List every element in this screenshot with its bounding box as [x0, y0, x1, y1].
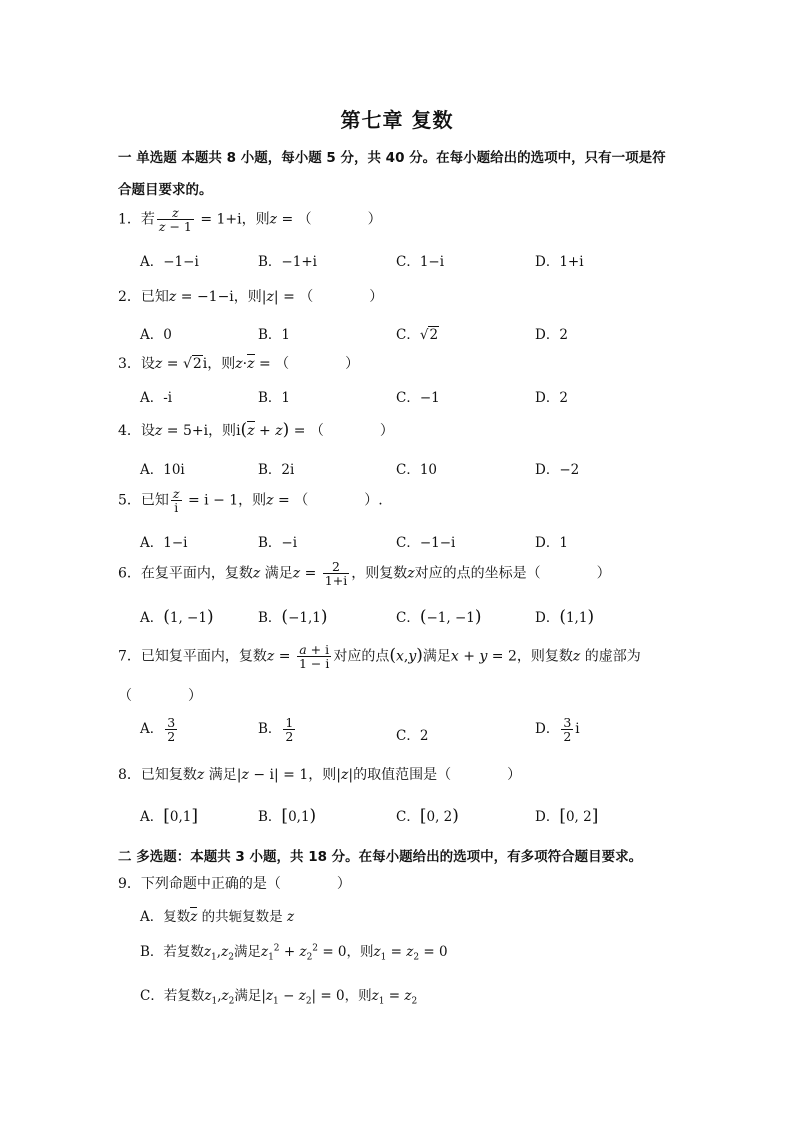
q7-option-a[interactable]: A． $\frac{3}{2}$ [140, 715, 176, 745]
q7-answer-paren: （ ） [118, 688, 202, 704]
q8-option-d[interactable]: D．[0, 2] [535, 806, 599, 826]
question-3: 3．设z = √2i，则z·z = （ ） [118, 356, 360, 372]
q1-option-d[interactable]: D．1+i [535, 254, 584, 270]
page-title: 第七章 复数 [340, 108, 454, 132]
q2-option-d[interactable]: D．2 [535, 327, 568, 343]
q3-option-c[interactable]: C．−1 [396, 390, 440, 406]
question-2: 2．已知z = −1−i，则|z| = （ ） [118, 289, 384, 305]
question-9: 9．下列命题中正确的是（ ） [118, 876, 351, 892]
q7-option-b[interactable]: B． $\frac{1}{2}$ [258, 715, 294, 745]
section-1-heading: 一 单选题 本题共 8 小题，每小题 5 分，共 40 分。在每小题给出的选项中，只有一项是符 [118, 150, 666, 166]
q5-option-b[interactable]: B．−i [258, 535, 298, 551]
q5-option-d[interactable]: D．1 [535, 535, 568, 551]
q3-option-a[interactable]: A．-i [140, 390, 173, 406]
q9-option-a[interactable]: A．复数z 的共轭复数是 z [140, 909, 295, 925]
q3-option-d[interactable]: D．2 [535, 390, 568, 406]
section-1-heading-cont: 合题目要求的。 [118, 182, 213, 198]
q9-option-c[interactable]: C．若复数$z_1,z_2$满足$|z_1 - z_2| = 0$，则$z_1 = z_2$ [140, 988, 418, 1007]
q6-option-b[interactable]: B．(−1,1) [258, 607, 328, 627]
question-6: 6．在复平面内，复数z 满足z = $\frac{2}{1+i}$ ，则复数z对应的点的坐标是（ ） [118, 559, 611, 589]
q1-option-a[interactable]: A．−1−i [140, 254, 199, 270]
q7-option-c[interactable]: C．2 [396, 728, 429, 744]
q6-option-c[interactable]: C．(−1, −1) [396, 607, 482, 627]
q2-option-a[interactable]: A．0 [140, 327, 172, 343]
q4-option-c[interactable]: C．10 [396, 462, 438, 478]
question-8: 8．已知复数z 满足|z − i| = 1，则|z|的取值范围是（ ） [118, 767, 522, 783]
section-2-heading: 二 多选题：本题共 3 小题，共 18 分。在每小题给出的选项中，有多项符合题目要求。 [118, 849, 643, 865]
q4-option-d[interactable]: D．−2 [535, 462, 580, 478]
q2-option-c[interactable]: C．√2 [396, 327, 439, 343]
q1-option-c[interactable]: C．1−i [396, 254, 445, 270]
q8-option-c[interactable]: C．[0, 2) [396, 806, 459, 826]
q6-option-a[interactable]: A．(1, −1) [140, 607, 214, 627]
question-1: 1．若 $\frac{z}{z - 1}$ = 1+i，则z = （ ） [118, 205, 382, 235]
q6-option-d[interactable]: D．(1,1) [535, 607, 595, 627]
q8-option-b[interactable]: B．[0,1) [258, 806, 317, 826]
q1-option-b[interactable]: B．−1+i [258, 254, 317, 270]
question-5: 5．已知 $\frac{z}{i}$ = i − 1，则z = （ ）. [118, 486, 383, 516]
q4-option-b[interactable]: B．2i [258, 462, 295, 478]
q2-option-b[interactable]: B．1 [258, 327, 291, 343]
q7-option-d[interactable]: D． $\frac{3}{2}$ i [535, 715, 580, 745]
q3-option-b[interactable]: B．1 [258, 390, 291, 406]
q5-option-c[interactable]: C．−1−i [396, 535, 456, 551]
q5-option-a[interactable]: A．1−i [140, 535, 188, 551]
q8-option-a[interactable]: A．[0,1] [140, 806, 199, 826]
question-4: 4．设z = 5+i，则i(z + z) = （ ） [118, 420, 394, 440]
question-7: 7．已知复平面内，复数z = $\frac{a + i}{1 - i}$ 对应的点(x,y)满足x + y = 2，则复数z 的虚部为 [118, 642, 641, 672]
q4-option-a[interactable]: A．10i [140, 462, 185, 478]
q9-option-b[interactable]: B．若复数$z_1,z_2$满足$z_1^2 + z_2^2 = 0$，则$z_1 = z_2 = 0$ [140, 943, 448, 963]
